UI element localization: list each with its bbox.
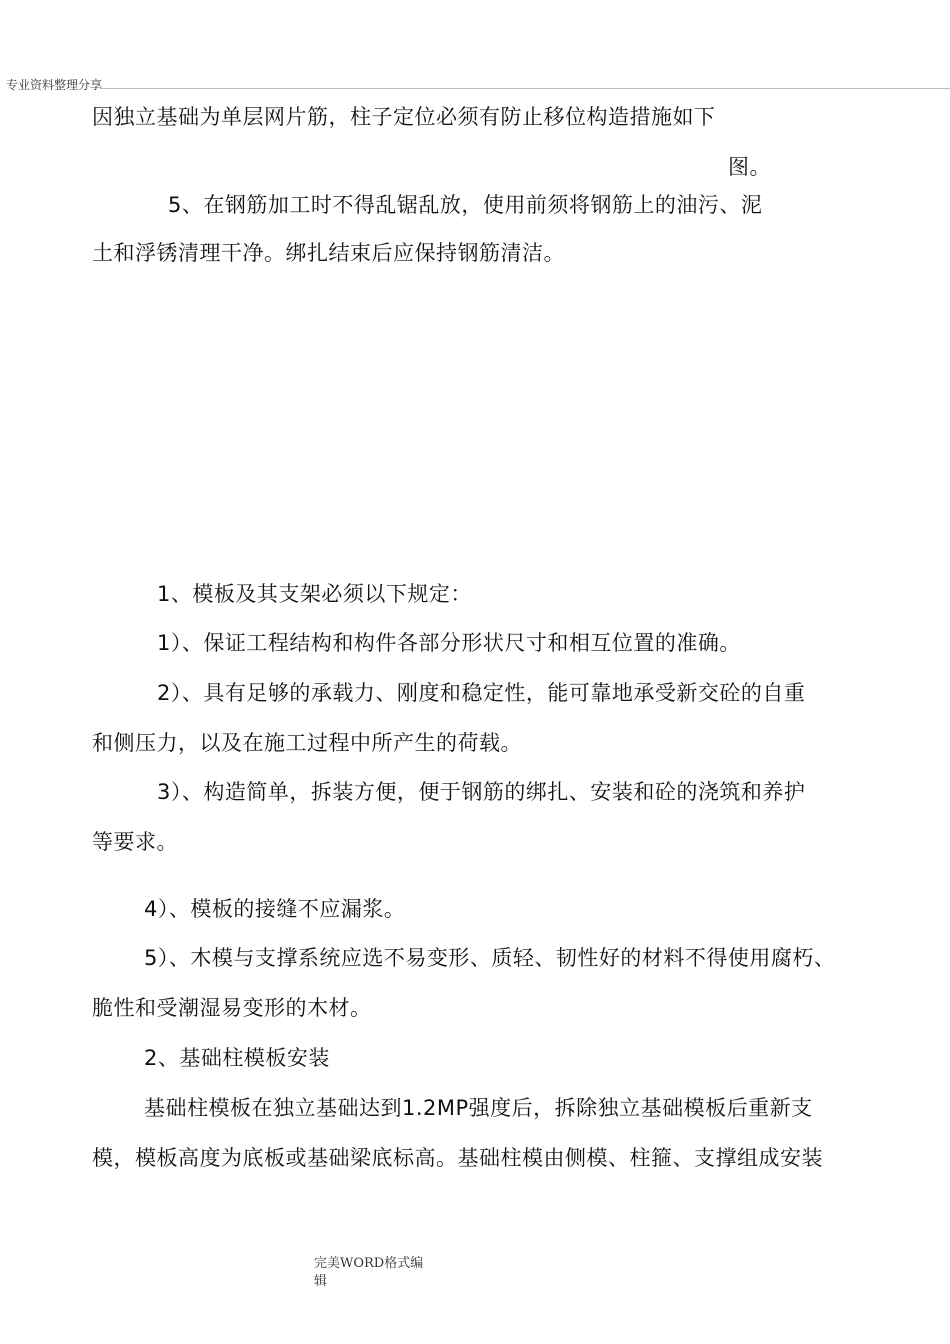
header-divider: [100, 88, 950, 89]
section-1-heading: 1、模板及其支架必须以下规定：: [157, 582, 472, 606]
item-2-continued: 和侧压力，以及在施工过程中所产生的荷载。: [92, 731, 522, 755]
body-line-2: 图。: [728, 155, 771, 179]
footer-note: 完美WORD格式编辑: [314, 1256, 424, 1289]
body-line-4: 土和浮锈清理干净。绑扎结束后应保持钢筋清洁。: [92, 241, 565, 265]
paragraph-line-1: 基础柱模板在独立基础达到1.2MP强度后，拆除独立基础模板后重新支: [144, 1096, 813, 1120]
item-2: 2）、具有足够的承载力、刚度和稳定性，能可靠地承受新交砼的自重: [157, 681, 806, 705]
paragraph-line-2: 模，模板高度为底板或基础梁底标高。基础柱模由侧模、柱箍、支撑组成安装: [92, 1146, 823, 1170]
body-line-1: 因独立基础为单层网片筋，柱子定位必须有防止移位构造措施如下: [92, 105, 716, 129]
item-1: 1）、保证工程结构和构件各部分形状尺寸和相互位置的准确。: [157, 631, 741, 655]
item-3: 3）、构造简单，拆装方便，便于钢筋的绑扎、安装和砼的浇筑和养护: [157, 780, 806, 804]
item-4: 4）、模板的接缝不应漏浆。: [144, 897, 406, 921]
section-2-heading: 2、基础柱模板安装: [144, 1046, 330, 1070]
item-5-continued: 脆性和受潮湿易变形的木材。: [92, 996, 372, 1020]
item-3-continued: 等要求。: [92, 830, 178, 854]
header-note: 专业资料整理分享: [6, 78, 103, 92]
item-5: 5）、木模与支撑系统应选不易变形、质轻、韧性好的材料不得使用腐朽、: [144, 946, 836, 970]
body-line-3: 5、在钢筋加工时不得乱锯乱放，使用前须将钢筋上的油污、泥: [168, 193, 763, 217]
